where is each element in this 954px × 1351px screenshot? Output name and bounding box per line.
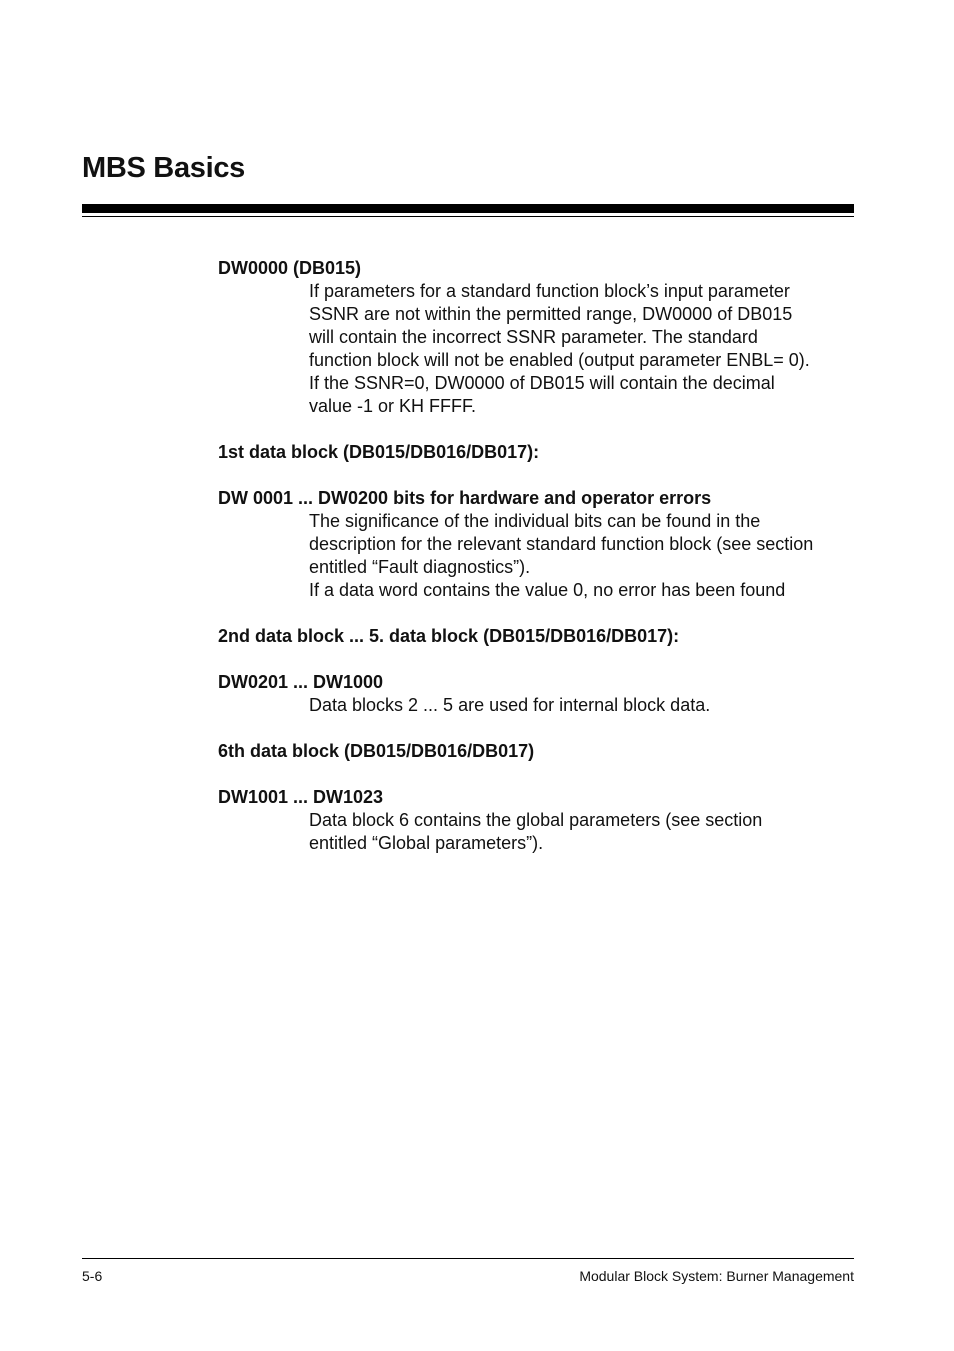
- page-number: 5-6: [82, 1268, 103, 1284]
- body-line: entitled “Fault diagnostics”).: [309, 557, 531, 577]
- body-line: If parameters for a standard function block’s input parameter: [309, 281, 790, 301]
- body-line: will contain the incorrect SSNR parameter. The standard: [309, 327, 758, 347]
- header-rule-thick: [82, 204, 854, 213]
- spacer: [218, 717, 854, 740]
- section-1st-data-block: [218, 441, 854, 464]
- body-line: If the SSNR=0, DW0000 of DB015 will contain the decimal: [309, 373, 775, 393]
- section-heading: DW 0001 ... DW0200 bits for hardware and operator errors: [218, 488, 712, 508]
- body-line: SSNR are not within the permitted range, DW0000 of DB015: [309, 304, 793, 324]
- spacer: [218, 602, 854, 625]
- section-heading: DW0000 (DB015): [218, 258, 362, 278]
- page-title: MBS Basics: [82, 152, 246, 184]
- body-line: function block will not be enabled (output parameter ENBL= 0).: [309, 350, 810, 370]
- header-rule-thin: [82, 216, 854, 217]
- body-line: The significance of the individual bits can be found in the: [309, 511, 761, 531]
- body-line: If a data word contains the value 0, no error has been found: [309, 580, 786, 600]
- section-dw0001-dw0200: [218, 487, 854, 602]
- body-line: Data blocks 2 ... 5 are used for internal block data.: [309, 695, 711, 715]
- section-dw1001-dw1023: [218, 786, 854, 855]
- section-2nd-5th-data-block: [218, 625, 854, 648]
- body-line: Data block 6 contains the global parameters (see section: [309, 810, 763, 830]
- section-heading: DW1001 ... DW1023: [218, 787, 384, 807]
- spacer: [218, 648, 854, 671]
- footer-rule: [82, 1258, 854, 1259]
- main-content: [218, 257, 854, 855]
- section-heading: 6th data block (DB015/DB016/DB017): [218, 741, 535, 761]
- body-line: description for the relevant standard function block (see section: [309, 534, 814, 554]
- footer-doc-title: Modular Block System: Burner Management: [579, 1268, 854, 1284]
- section-heading: 1st data block (DB015/DB016/DB017):: [218, 442, 540, 462]
- spacer: [218, 763, 854, 786]
- section-6th-data-block: [218, 740, 854, 763]
- body-line: value -1 or KH FFFF.: [309, 396, 477, 416]
- section-heading: DW0201 ... DW1000: [218, 672, 384, 692]
- body-line: entitled “Global parameters”).: [309, 833, 544, 853]
- spacer: [218, 464, 854, 487]
- section-dw0201-dw1000: [218, 671, 854, 717]
- section-dw0000: [218, 257, 854, 418]
- section-heading: 2nd data block ... 5. data block (DB015/DB016/DB017):: [218, 626, 680, 646]
- spacer: [218, 418, 854, 441]
